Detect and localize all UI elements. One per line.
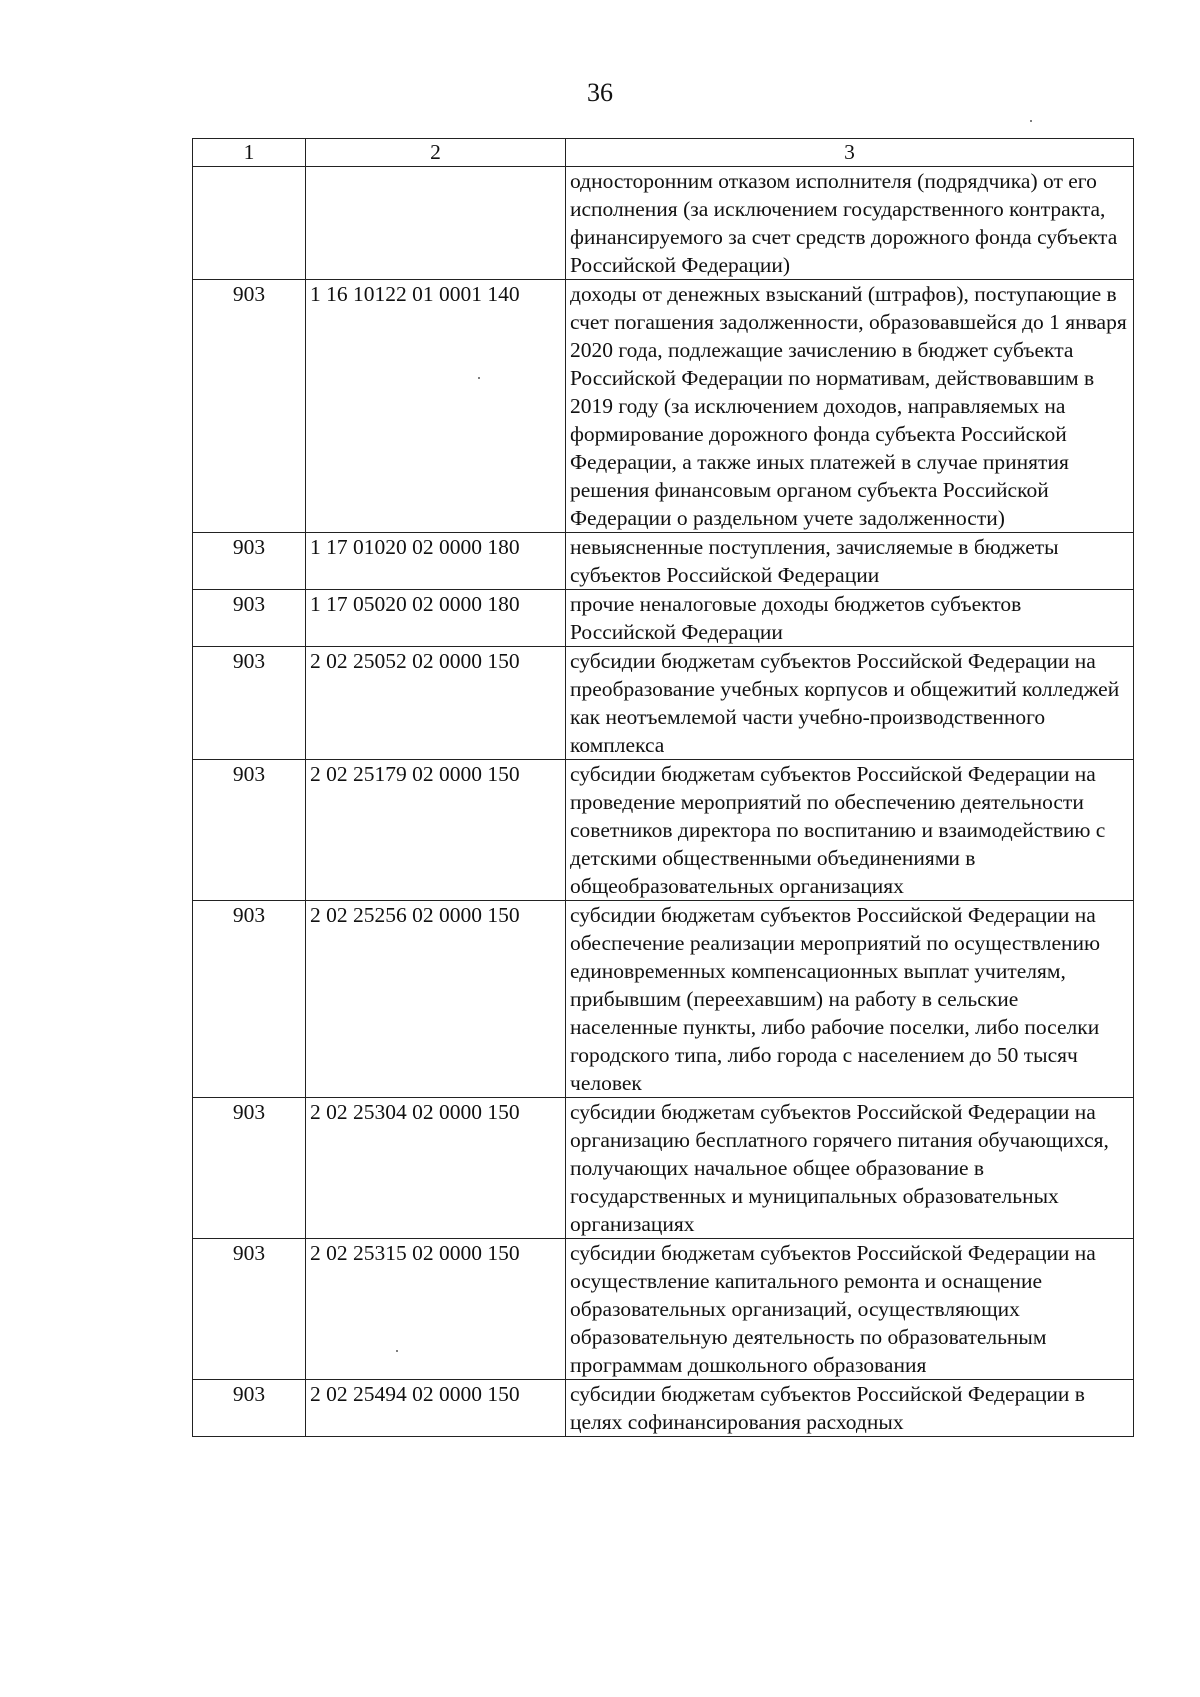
budget-code-cell: 1 17 05020 02 0000 180 — [306, 590, 566, 647]
admin-code-cell: 903 — [193, 533, 306, 590]
admin-code-cell: 903 — [193, 590, 306, 647]
table-row — [193, 760, 1134, 901]
table-row — [193, 1098, 1134, 1239]
table-row — [193, 647, 1134, 760]
table-row — [193, 167, 1134, 280]
admin-code-cell: 903 — [193, 760, 306, 901]
description-cell: прочие неналоговые доходы бюджетов субъектов Российской Федерации — [566, 590, 1134, 647]
column-header-3: 3 — [566, 139, 1134, 167]
column-header-1: 1 — [193, 139, 306, 167]
budget-code-cell: 2 02 25256 02 0000 150 — [306, 901, 566, 1098]
table-row — [193, 1239, 1134, 1380]
budget-code-cell: 1 16 10122 01 0001 140 — [306, 280, 566, 533]
description-cell: субсидии бюджетам субъектов Российской Федерации на преобразование учебных корпусов и общежитий колледжей как неотъемлемой части учебно-производственного комплекса — [566, 647, 1134, 760]
table-row — [193, 280, 1134, 533]
table-row — [193, 590, 1134, 647]
budget-code-cell — [306, 167, 566, 280]
scan-speck — [1030, 120, 1032, 122]
description-cell: субсидии бюджетам субъектов Российской Федерации на организацию бесплатного горячего питания обучающихся, получающих начальное общее образование в государственных и муниципальных образовательных организациях — [566, 1098, 1134, 1239]
table-row — [193, 533, 1134, 590]
description-cell: доходы от денежных взысканий (штрафов), поступающие в счет погашения задолженности, образовавшейся до 1 января 2020 года, подлежащие зачислению в бюджет субъекта Российской Федерации по нормативам, действовавшим в 2019 году (за исключением доходов, направляемых на формирование дорожного фонда субъекта Российской Федерации, а также иных платежей в случае принятия решения финансовым органом субъекта Российской Федерации о раздельном учете задолженности) — [566, 280, 1134, 533]
admin-code-cell: 903 — [193, 1239, 306, 1380]
budget-code-cell: 2 02 25179 02 0000 150 — [306, 760, 566, 901]
budget-code-cell: 2 02 25494 02 0000 150 — [306, 1380, 566, 1437]
table-row — [193, 901, 1134, 1098]
description-cell: субсидии бюджетам субъектов Российской Федерации на обеспечение реализации мероприятий по осуществлению единовременных компенсационных выплат учителям, прибывшим (переехавшим) на работу в сельские населенные пункты, либо рабочие поселки, либо поселки городского типа, либо города с населением до 50 тысяч человек — [566, 901, 1134, 1098]
admin-code-cell: 903 — [193, 1098, 306, 1239]
budget-code-cell: 1 17 01020 02 0000 180 — [306, 533, 566, 590]
description-cell: невыясненные поступления, зачисляемые в бюджеты субъектов Российской Федерации — [566, 533, 1134, 590]
page-number: 36 — [587, 78, 613, 107]
admin-code-cell: 903 — [193, 901, 306, 1098]
description-cell: субсидии бюджетам субъектов Российской Федерации на осуществление капитального ремонта и оснащение образовательных организаций, осуществляющих образовательную деятельность по образовательным программам дошкольного образования — [566, 1239, 1134, 1380]
budget-code-cell: 2 02 25304 02 0000 150 — [306, 1098, 566, 1239]
description-cell: односторонним отказом исполнителя (подрядчика) от его исполнения (за исключением государственного контракта, финансируемого за счет средств дорожного фонда субъекта Российской Федерации) — [566, 167, 1134, 280]
scan-speck — [478, 377, 480, 379]
revenue-classification-table — [192, 138, 1134, 1437]
description-cell: субсидии бюджетам субъектов Российской Федерации в целях софинансирования расходных — [566, 1380, 1134, 1437]
budget-code-cell: 2 02 25315 02 0000 150 — [306, 1239, 566, 1380]
admin-code-cell — [193, 167, 306, 280]
scan-speck — [396, 1350, 398, 1352]
table-row — [193, 1380, 1134, 1437]
table-header-row — [193, 139, 1134, 167]
description-cell: субсидии бюджетам субъектов Российской Федерации на проведение мероприятий по обеспечению деятельности советников директора по воспитанию и взаимодействию с детскими общественными объединениями в общеобразовательных организациях — [566, 760, 1134, 901]
admin-code-cell: 903 — [193, 280, 306, 533]
column-header-2: 2 — [306, 139, 566, 167]
admin-code-cell: 903 — [193, 1380, 306, 1437]
budget-code-cell: 2 02 25052 02 0000 150 — [306, 647, 566, 760]
admin-code-cell: 903 — [193, 647, 306, 760]
